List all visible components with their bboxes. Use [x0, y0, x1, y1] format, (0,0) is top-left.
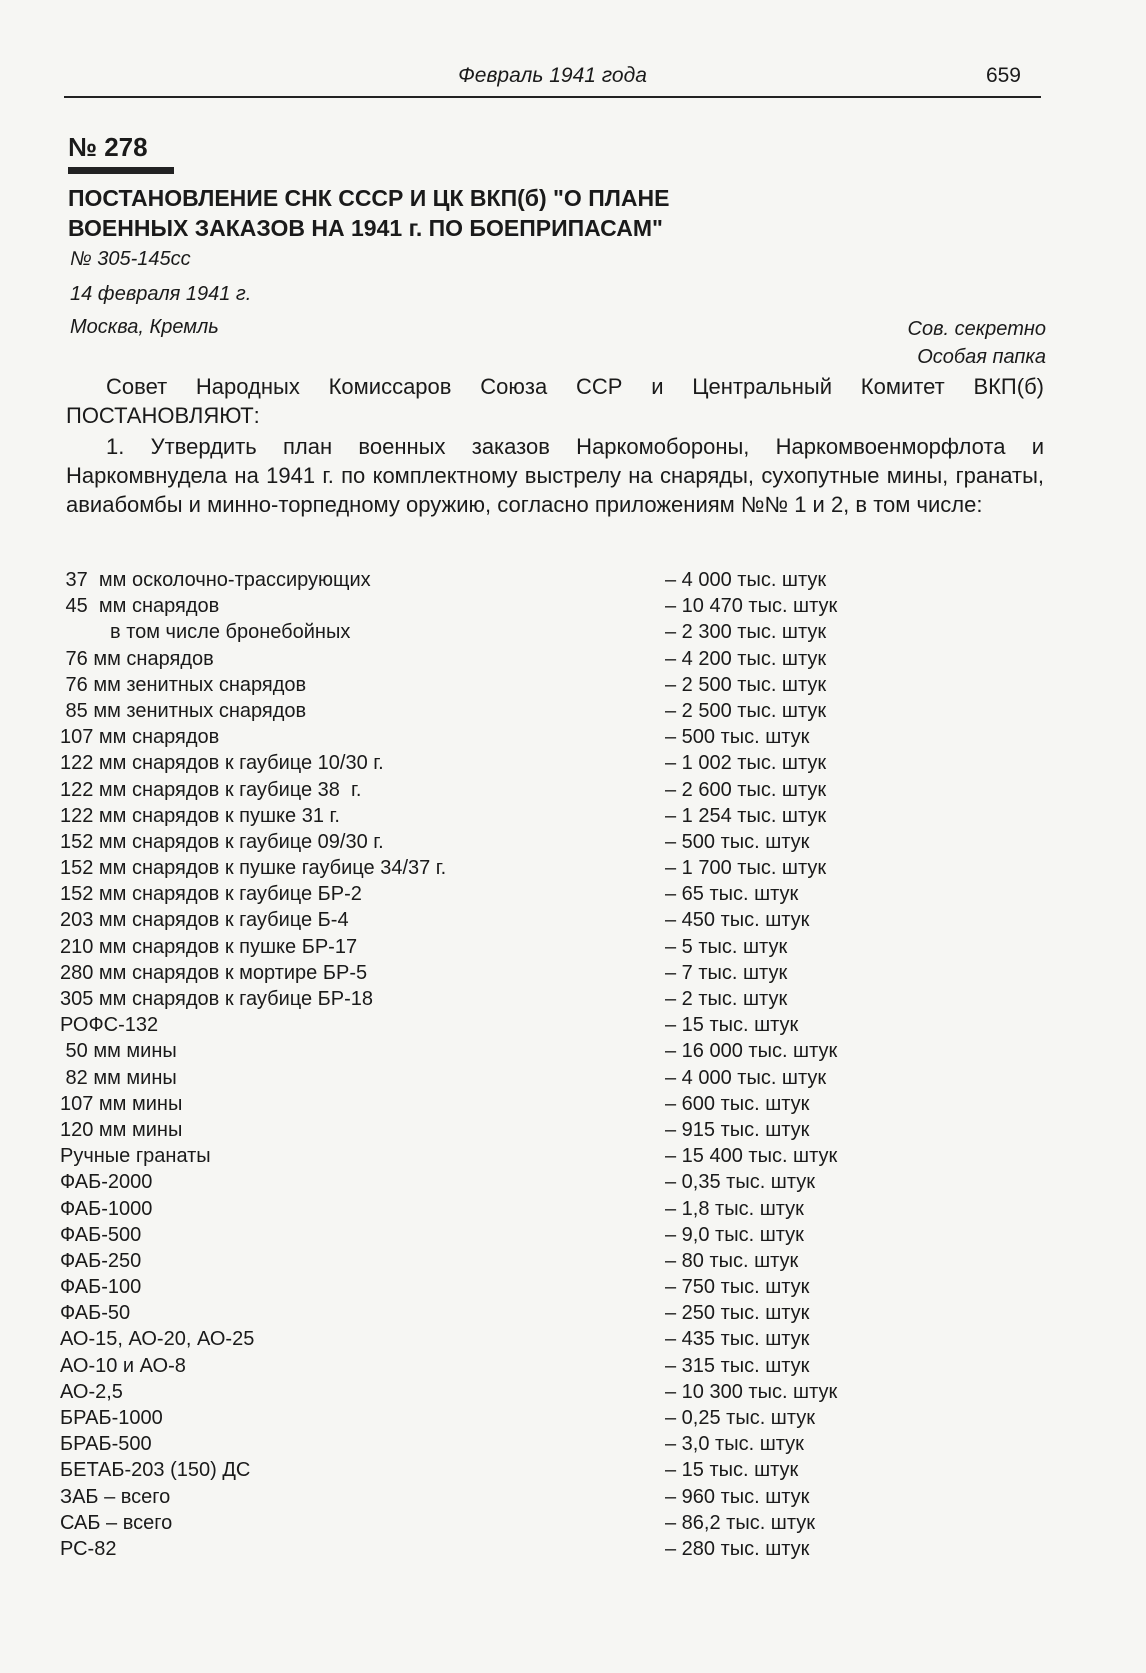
item-name: 122 мм снарядов к пушке 31 г.	[60, 804, 340, 827]
list-item	[60, 1169, 940, 1195]
item-quantity: – 435 тыс. штук	[665, 1328, 810, 1351]
item-name: ФАБ-50	[60, 1302, 131, 1325]
preamble	[66, 372, 1044, 430]
list-item	[60, 567, 940, 593]
list-item	[60, 934, 940, 960]
item-quantity: – 10 300 тыс. штук	[665, 1380, 838, 1403]
registration-number: № 305-145сс	[70, 248, 191, 270]
item-name: БРАБ-500	[60, 1433, 152, 1456]
item-name: 76 мм зенитных снарядов	[60, 673, 307, 696]
item-name: 203 мм снарядов к гаубице Б-4	[60, 909, 349, 932]
list-item	[60, 1038, 940, 1064]
item-name: 107 мм снарядов	[60, 726, 220, 749]
document-date: 14 февраля 1941 г.	[70, 283, 252, 305]
item-name: 45 мм снарядов	[60, 595, 220, 618]
item-name: ФАБ-100	[60, 1276, 142, 1299]
list-item	[60, 907, 940, 933]
item-name: 82 мм мины	[60, 1066, 177, 1089]
list-item	[60, 750, 940, 776]
item-name: 120 мм мины	[60, 1118, 183, 1141]
item-quantity: – 65 тыс. штук	[665, 883, 799, 906]
item-name: 122 мм снарядов к гаубице 38 г.	[60, 778, 362, 801]
classification-secret: Сов. секретно	[907, 318, 1046, 340]
item-quantity: – 0,35 тыс. штук	[665, 1171, 815, 1194]
list-item	[60, 1510, 940, 1536]
item-name: 152 мм снарядов к гаубице 09/30 г.	[60, 830, 384, 853]
item-quantity: – 960 тыс. штук	[665, 1485, 810, 1508]
page-header	[64, 60, 1041, 98]
item-quantity: – 915 тыс. штук	[665, 1118, 810, 1141]
list-item	[60, 1536, 940, 1562]
item-quantity: – 7 тыс. штук	[665, 961, 788, 984]
item-name: ФАБ-1000	[60, 1197, 153, 1220]
list-item	[60, 829, 940, 855]
list-item	[60, 672, 940, 698]
item-quantity: – 2 500 тыс. штук	[665, 673, 827, 696]
list-item	[60, 1274, 940, 1300]
item-name: 210 мм снарядов к пушке БР-17	[60, 935, 358, 958]
item-quantity: – 86,2 тыс. штук	[665, 1511, 815, 1534]
item-name: 152 мм снарядов к гаубице БР-2	[60, 883, 362, 906]
list-item	[60, 619, 940, 645]
item-quantity: – 450 тыс. штук	[665, 909, 810, 932]
list-item	[60, 646, 940, 672]
item-name: 85 мм зенитных снарядов	[60, 699, 307, 722]
item-name: ЗАБ – всего	[60, 1485, 171, 1508]
item-quantity: – 4 000 тыс. штук	[665, 569, 827, 591]
item-quantity: – 2 600 тыс. штук	[665, 778, 827, 801]
list-item	[60, 593, 940, 619]
list-item	[60, 881, 940, 907]
list-item	[60, 1326, 940, 1352]
item-quantity: – 16 000 тыс. штук	[665, 1040, 838, 1063]
running-title: Февраль 1941 года	[458, 64, 647, 87]
item-quantity: – 3,0 тыс. штук	[665, 1433, 804, 1456]
list-item	[60, 1065, 940, 1091]
item-name: в том числе бронебойных	[60, 621, 351, 644]
list-item	[60, 960, 940, 986]
item-name: 122 мм снарядов к гаубице 10/30 г.	[60, 752, 384, 775]
item-quantity: – 15 тыс. штук	[665, 1459, 799, 1482]
item-quantity: – 10 470 тыс. штук	[665, 595, 838, 618]
item-name: 107 мм мины	[60, 1092, 183, 1115]
item-name: АО-10 и АО-8	[60, 1354, 186, 1377]
list-item	[60, 986, 940, 1012]
item-quantity: – 315 тыс. штук	[665, 1354, 810, 1377]
list-item	[60, 1117, 940, 1143]
item-quantity: – 250 тыс. штук	[665, 1302, 810, 1325]
list-item	[60, 1091, 940, 1117]
item-name: ФАБ-250	[60, 1249, 142, 1272]
list-item	[60, 1379, 940, 1405]
item-name: АО-15, АО-20, АО-25	[60, 1328, 255, 1351]
item-name: 280 мм снарядов к мортире БР-5	[60, 961, 368, 984]
list-item	[60, 1300, 940, 1326]
page-number: 659	[985, 64, 1021, 87]
item-name: 152 мм снарядов к пушке гаубице 34/37 г.	[60, 857, 447, 880]
item-1-text: 1. Утвердить план военных заказов Наркомобороны, Наркомвоенморфлота и Наркомвнудела на 1941 г. по комплектному выстрелу на снаряды, сухопутные мины, гранаты, авиабомбы и минно-торпедному оружию, согласно приложениям №№ 1 и 2, в том числе:	[66, 434, 1044, 517]
list-item	[60, 855, 940, 881]
item-name: ФАБ-500	[60, 1223, 142, 1246]
item-quantity: – 2 300 тыс. штук	[665, 621, 827, 644]
item-quantity: – 2 тыс. штук	[665, 988, 788, 1010]
document-title	[68, 183, 968, 243]
item-name: Ручные гранаты	[60, 1145, 211, 1168]
list-item	[60, 724, 940, 750]
title-rule	[68, 167, 174, 174]
item-quantity: – 280 тыс. штук	[665, 1537, 810, 1560]
preamble-text: Совет Народных Комиссаров Союза ССР и Центральный Комитет ВКП(б) ПОСТАНОВЛЯЮТ:	[66, 374, 1044, 428]
list-item	[60, 1431, 940, 1457]
list-item	[60, 1248, 940, 1274]
item-quantity: – 4 200 тыс. штук	[665, 647, 827, 670]
item-quantity: – 15 400 тыс. штук	[665, 1145, 838, 1168]
list-item	[60, 1405, 940, 1431]
ammunition-list	[60, 567, 940, 1562]
item-quantity: – 15 тыс. штук	[665, 1014, 799, 1037]
list-item	[60, 1484, 940, 1510]
item-name: 305 мм снарядов к гаубице БР-18	[60, 988, 374, 1010]
item-quantity: – 9,0 тыс. штук	[665, 1223, 804, 1246]
item-quantity: – 0,25 тыс. штук	[665, 1407, 815, 1429]
item-quantity: – 5 тыс. штук	[665, 935, 788, 958]
title-line-2: ВОЕННЫХ ЗАКАЗОВ НА 1941 г. ПО БОЕПРИПАСАМ"	[68, 215, 663, 241]
list-item	[60, 777, 940, 803]
item-quantity: – 1,8 тыс. штук	[665, 1197, 804, 1220]
item-quantity: – 1 254 тыс. штук	[665, 804, 827, 827]
item-quantity: – 80 тыс. штук	[665, 1249, 799, 1272]
document-number: № 278	[68, 132, 148, 162]
item-quantity: – 500 тыс. штук	[665, 726, 810, 749]
item-name: 37 мм осколочно-трассирующих	[60, 569, 371, 591]
item-name: РОФС-132	[60, 1014, 159, 1037]
list-item	[60, 1143, 940, 1169]
item-name: САБ – всего	[60, 1511, 173, 1534]
item-quantity: – 1 700 тыс. штук	[665, 857, 827, 880]
title-line-1: ПОСТАНОВЛЕНИЕ СНК СССР И ЦК ВКП(б) "О ПЛАНЕ	[68, 185, 670, 211]
list-item	[60, 1012, 940, 1038]
classification-folder: Особая папка	[917, 346, 1046, 368]
list-item	[60, 698, 940, 724]
item-quantity: – 600 тыс. штук	[665, 1092, 810, 1115]
item-name: 76 мм снарядов	[60, 647, 214, 670]
item-quantity: – 1 002 тыс. штук	[665, 752, 827, 775]
item-name: АО-2,5	[60, 1380, 123, 1403]
item-quantity: – 750 тыс. штук	[665, 1276, 810, 1299]
list-item	[60, 1457, 940, 1483]
list-item	[60, 1353, 940, 1379]
item-name: ФАБ-2000	[60, 1171, 153, 1194]
item-quantity: – 4 000 тыс. штук	[665, 1066, 827, 1089]
list-item	[60, 1196, 940, 1222]
list-item	[60, 1222, 940, 1248]
item-name: БЕТАБ-203 (150) ДС	[60, 1459, 251, 1482]
item-1	[66, 432, 1044, 519]
item-quantity: – 500 тыс. штук	[665, 830, 810, 853]
item-name: РС-82	[60, 1537, 117, 1560]
item-quantity: – 2 500 тыс. штук	[665, 699, 827, 722]
document-place: Москва, Кремль	[70, 316, 219, 338]
item-name: 50 мм мины	[60, 1040, 177, 1063]
item-name: БРАБ-1000	[60, 1407, 163, 1429]
list-item	[60, 803, 940, 829]
